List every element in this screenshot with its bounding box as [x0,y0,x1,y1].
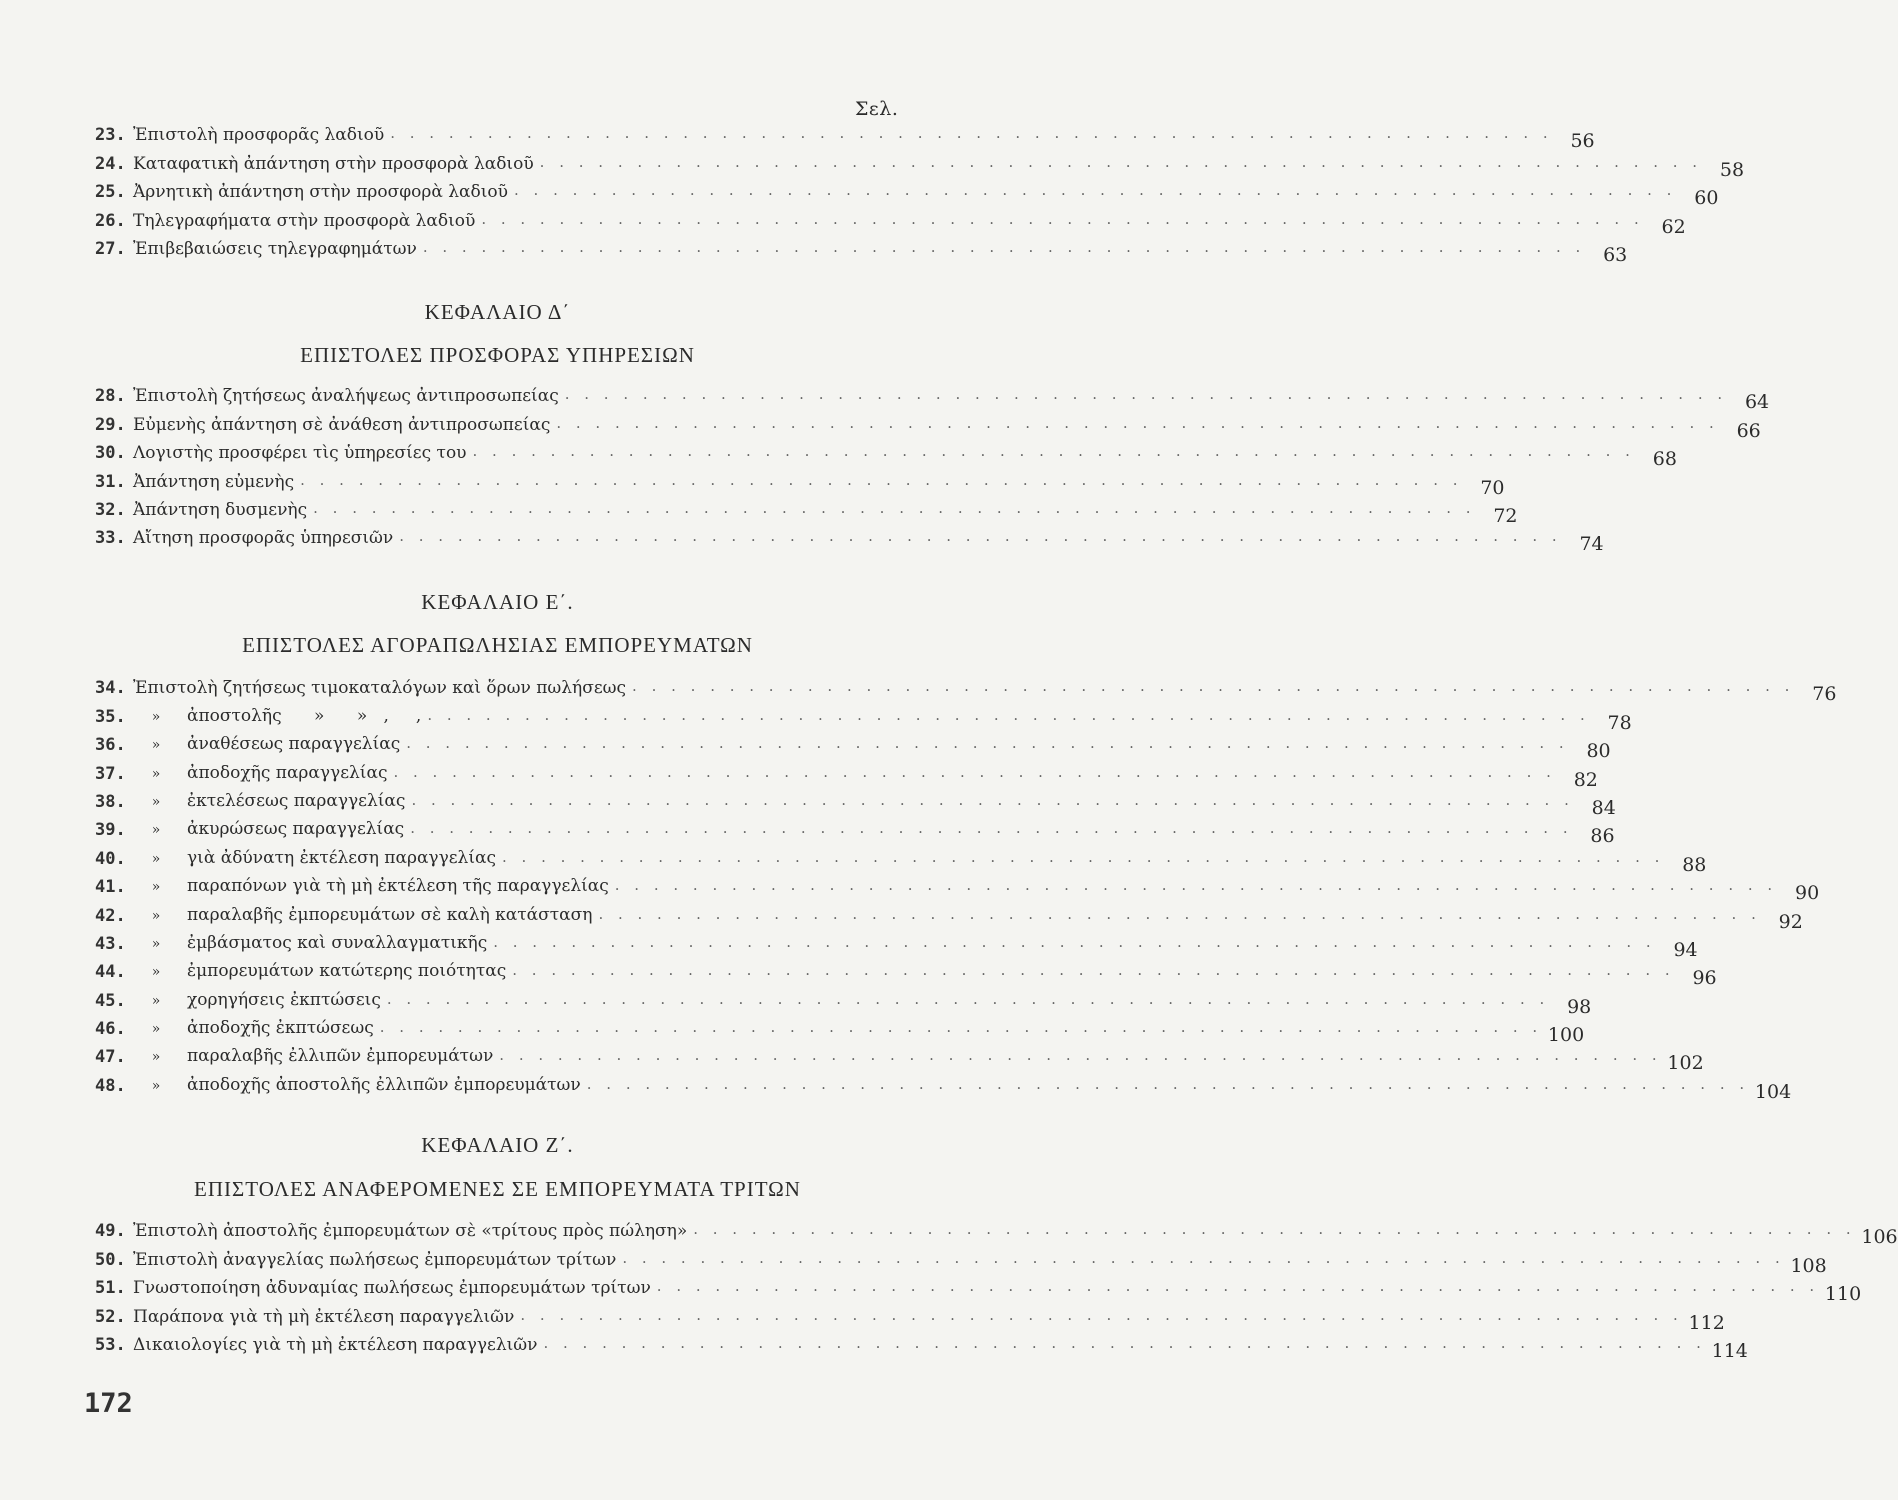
toc-entry [95,756,1598,791]
entry-number: 42. [95,905,126,926]
entry-title: Αἴτηση προσφορᾶς ὑπηρεσιῶν [133,528,394,549]
section-heading-services: ΕΠΙΣΤΟΛΕΣ ΠΡΟΣΦΟΡΑΣ ΥΠΗΡΕΣΙΩΝ [300,343,695,367]
entry-title: ἐμβάσματος καὶ συναλλαγματικῆς [187,932,488,953]
entry-number: 32. [95,499,126,520]
ditto-mark: » [151,850,161,867]
toc-entry [95,436,1677,471]
dot-leader: . . . . . . . . . . . . . . . . . . . . . . . . . . . . . . . . . . . . . . . . . . . . . . . . . . . . . . . . . . . . [543,1333,1706,1352]
toc-entry [95,232,1628,266]
entry-number: 29. [95,414,126,435]
toc-entry [95,813,1615,848]
ditto-mark: » [151,992,161,1009]
toc-entry [95,493,1518,527]
entry-title-wrap [133,442,473,464]
entry-title-wrap [133,705,427,728]
ditto-mark: » [151,708,161,725]
entry-title-wrap [133,1277,657,1299]
dot-leader: . . . . . . . . . . . . . . . . . . . . . . . . . . . . . . . . . . . . . . . . . . . . . . . . . . . . . . . . . . . . [379,1018,1543,1037]
entry-number: 53. [95,1334,126,1355]
ditto-mark: » [151,822,161,839]
dot-leader: . . . . . . . . . . . . . . . . . . . . . . . . . . . . . . . . . . . . . . . . . . . . . . . . . . . . . . . . . . . . [300,470,1463,489]
entry-number: 51. [95,1278,126,1299]
dot-leader: . . . . . . . . . . . . . . . . . . . . . . . . . . . . . . . . . . . . . . . . . . . . . . . . . . . . . . . . . . . . [393,762,1556,781]
entry-title: ἀποδοχῆς ἐκπτώσεως [187,1018,374,1039]
entry-number: 23. [95,125,126,146]
dot-leader: . . . . . . . . . . . . . . . . . . . . . . . . . . . . . . . . . . . . . . . . . . . . . . . . . . . . . . . . . . . . [556,413,1719,432]
toc-entry [95,146,1745,181]
entry-title: παραπόνων γιὰ τὴ μὴ ἐκτέλεση τῆς παραγγελίας [187,876,609,897]
entry-title-wrap [133,1306,520,1328]
entry-title-wrap [133,790,411,813]
entry-title-wrap [133,499,313,521]
entry-title-wrap [133,471,300,493]
entry-page-number: 72 [1493,504,1518,527]
entry-title-wrap [133,762,393,785]
entry-title-wrap [133,818,410,841]
dot-leader: . . . . . . . . . . . . . . . . . . . . . . . . . . . . . . . . . . . . . . . . . . . . . . . . . . . . . . . . . . . . [512,961,1675,980]
entry-title: ἀποστολῆς » » , , [187,705,422,726]
entry-page-number: 112 [1688,1311,1725,1334]
dot-leader: . . . . . . . . . . . . . . . . . . . . . . . . . . . . . . . . . . . . . . . . . . . . . . . . . . . . . . . . . . . . [693,1220,1856,1239]
dot-leader: . . . . . . . . . . . . . . . . . . . . . . . . . . . . . . . . . . . . . . . . . . . . . . . . . . . . . . . . . . . . [406,734,1569,753]
entry-title: χορηγήσεις ἐκπτώσεις [187,989,381,1010]
toc-entry [95,1328,1748,1362]
entry-page-number: 84 [1591,796,1616,819]
toc-entry [95,671,1837,706]
entry-title: Καταφατικὴ ἀπάντηση στὴν προσφορὰ λαδιοῦ [133,153,534,174]
page-folio-number: 172 [84,1388,133,1419]
ditto-mark: » [151,907,161,924]
entry-title: Ἐπιβεβαιώσεις τηλεγραφημάτων [133,238,417,259]
toc-entry [95,203,1686,238]
toc-entry [95,407,1761,442]
entry-number: 41. [95,877,126,898]
toc-entry [95,898,1803,933]
dot-leader: . . . . . . . . . . . . . . . . . . . . . . . . . . . . . . . . . . . . . . . . . . . . . . . . . . . . . . . . . . . . [481,209,1644,228]
dot-leader: . . . . . . . . . . . . . . . . . . . . . . . . . . . . . . . . . . . . . . . . . . . . . . . . . . . . . . . . . . . . [564,385,1728,404]
chapter-heading-d: ΚΕΦΑΛΑΙΟ Δ΄ [424,300,571,324]
toc-entry [95,728,1611,763]
entry-title: Ἐπιστολὴ ἀναγγελίας πωλήσεως ἐμπορευμάτων τρίτων [133,1249,617,1270]
dot-leader: . . . . . . . . . . . . . . . . . . . . . . . . . . . . . . . . . . . . . . . . . . . . . . . . . . . . . . . . . . . . [598,904,1761,923]
entry-number: 46. [95,1019,126,1040]
entry-title: Ἐπιστολὴ ζητήσεως τιμοκαταλόγων καὶ ὅρων πωλήσεως [133,678,627,699]
entry-page-number: 62 [1661,215,1686,238]
entry-title: γιὰ ἀδύνατη ἐκτέλεση παραγγελίας [187,847,496,868]
entry-page-number: 63 [1603,243,1628,266]
entry-page-number: 106 [1861,1226,1898,1249]
toc-entry [95,379,1770,414]
section-heading-third-party: ΕΠΙΣΤΟΛΕΣ ΑΝΑΦΕΡΟΜΕΝΕΣ ΣΕ ΕΜΠΟΡΕΥΜΑΤΑ ΤΡΙΤΩΝ [194,1177,801,1201]
entry-number: 31. [95,471,126,492]
toc-entry [95,118,1595,153]
entry-title-wrap [133,414,556,436]
dot-leader: . . . . . . . . . . . . . . . . . . . . . . . . . . . . . . . . . . . . . . . . . . . . . . . . . . . . . . . . . . . . [386,989,1550,1008]
entry-number: 25. [95,182,126,203]
entry-page-number: 74 [1579,533,1604,556]
entry-number: 27. [95,238,126,259]
entry-title-wrap [133,847,502,870]
toc-group-continued [95,118,1745,266]
entry-page-number: 70 [1480,476,1505,499]
toc-entry [95,1214,1898,1249]
entry-page-number: 90 [1794,882,1820,905]
entry-number: 24. [95,153,126,174]
entry-page-number: 66 [1736,419,1761,442]
entry-title: Εὐμενὴς ἀπάντηση σὲ ἀνάθεση ἀντιπροσωπείας [133,414,551,435]
toc-entry [95,1012,1585,1047]
toc-entry [95,841,1707,876]
toc-entry [95,955,1717,990]
entry-page-number: 76 [1812,683,1837,706]
entry-page-number: 94 [1673,938,1698,961]
dot-leader: . . . . . . . . . . . . . . . . . . . . . . . . . . . . . . . . . . . . . . . . . . . . . . . . . . . . . . . . . . . . [586,1074,1750,1093]
entry-page-number: 110 [1824,1283,1862,1306]
entry-title: Ἐπιστολὴ ζητήσεως ἀναλήψεως ἀντιπροσωπείας [133,386,559,407]
toc-entry [95,1242,1827,1277]
dot-leader: . . . . . . . . . . . . . . . . . . . . . . . . . . . . . . . . . . . . . . . . . . . . . . . . . . . . . . . . . . . . [390,124,1553,143]
toc-entry [95,1271,1862,1306]
toc-group-trade [95,671,1837,1103]
entry-title: Γνωστοποίηση ἀδυναμίας πωλήσεως ἐμπορευμάτων τρίτων [133,1278,651,1299]
entry-number: 39. [95,820,126,841]
entry-title-wrap [133,527,399,549]
dot-leader: . . . . . . . . . . . . . . . . . . . . . . . . . . . . . . . . . . . . . . . . . . . . . . . . . . . . . . . . . . . . [622,1248,1785,1267]
entry-title: Ἀρνητικὴ ἀπάντηση στὴν προσφορὰ λαδιοῦ [133,182,509,203]
toc-entry [95,927,1698,961]
toc-entry [95,870,1820,905]
toc-entry [95,175,1719,210]
entry-number: 40. [95,848,126,869]
entry-title-wrap [133,124,390,146]
entry-page-number: 88 [1682,853,1707,876]
dot-leader: . . . . . . . . . . . . . . . . . . . . . . . . . . . . . . . . . . . . . . . . . . . . . . . . . . . . . . . . . . . . [493,932,1656,951]
entry-title: ἀναθέσεως παραγγελίας [187,734,401,755]
entry-number: 26. [95,210,126,231]
ditto-mark: » [151,1077,161,1094]
toc-entry [95,464,1505,499]
toc-entry [95,1068,1792,1103]
entry-number: 37. [95,763,126,784]
entry-number: 47. [95,1047,126,1068]
toc-entry [95,521,1604,556]
entry-page-number: 108 [1790,1254,1827,1277]
entry-number: 50. [95,1249,126,1270]
entry-number: 34. [95,678,126,699]
entry-title-wrap [133,153,540,175]
dot-leader: . . . . . . . . . . . . . . . . . . . . . . . . . . . . . . . . . . . . . . . . . . . . . . . . . . . . . . . . . . . . [520,1305,1683,1324]
entry-number: 45. [95,990,126,1011]
toc-entry [95,785,1616,819]
entry-number: 36. [95,735,126,756]
dot-leader: . . . . . . . . . . . . . . . . . . . . . . . . . . . . . . . . . . . . . . . . . . . . . . . . . . . . . . . . . . . . [499,1046,1662,1065]
ditto-mark: » [151,1049,161,1066]
entry-title-wrap [133,1334,543,1356]
entry-number: 38. [95,791,126,812]
ditto-mark: » [151,793,161,810]
chapter-heading-z: ΚΕΦΑΛΑΙΟ Ζ΄. [421,1133,574,1157]
dot-leader: . . . . . . . . . . . . . . . . . . . . . . . . . . . . . . . . . . . . . . . . . . . . . . . . . . . . . . . . . . . . [472,442,1635,461]
entry-page-number: 58 [1719,158,1745,181]
entry-title: ἐμπορευμάτων κατώτερης ποιότητας [187,961,507,982]
entry-page-number: 100 [1547,1024,1585,1047]
entry-page-number: 60 [1694,187,1719,210]
entry-page-number: 56 [1570,130,1595,153]
entry-title: παραλαβῆς ἐμπορευμάτων σὲ καλὴ κατάσταση [187,904,593,925]
entry-page-number: 80 [1586,740,1611,763]
entry-title: παραλαβῆς ἐλλιπῶν ἐμπορευμάτων [187,1046,494,1067]
entry-title: Τηλεγραφήματα στὴν προσφορὰ λαδιοῦ [133,210,476,231]
dot-leader: . . . . . . . . . . . . . . . . . . . . . . . . . . . . . . . . . . . . . . . . . . . . . . . . . . . . . . . . . . . . [656,1277,1820,1296]
entry-page-number: 96 [1692,967,1717,990]
entry-title-wrap [133,960,512,983]
entry-page-number: 78 [1607,711,1632,734]
page-column-label: Σελ. [855,98,899,120]
entry-title-wrap [133,875,615,898]
section-heading-trade: ΕΠΙΣΤΟΛΕΣ ΑΓΟΡΑΠΩΛΗΣΙΑΣ ΕΜΠΟΡΕΥΜΑΤΩΝ [242,633,753,657]
entry-title-wrap [133,210,481,232]
ditto-mark: » [151,879,161,896]
entry-title: Ἐπιστολὴ ἀποστολῆς ἐμπορευμάτων σὲ «τρίτους πρὸς πώληση» [133,1221,688,1242]
entry-title-wrap [133,238,423,260]
entry-page-number: 86 [1590,825,1615,848]
entry-number: 28. [95,386,126,407]
ditto-mark: » [151,964,161,981]
entry-title-wrap [133,1017,380,1040]
entry-number: 30. [95,443,126,464]
toc-entry [95,1299,1725,1334]
entry-title: Ἀπάντηση δυσμενὴς [133,499,308,520]
entry-number: 35. [95,706,126,727]
entry-title-wrap [133,1045,499,1068]
entry-title: Ἀπάντηση εὐμενὴς [133,471,295,492]
entry-title-wrap [133,989,387,1012]
entry-page-number: 114 [1711,1339,1748,1362]
dot-leader: . . . . . . . . . . . . . . . . . . . . . . . . . . . . . . . . . . . . . . . . . . . . . . . . . . . . . . . . . . . . [539,152,1703,171]
toc-group-third-party [95,1214,1898,1362]
entry-number: 49. [95,1221,126,1242]
toc-entry [95,699,1632,734]
ditto-mark: » [151,765,161,782]
dot-leader: . . . . . . . . . . . . . . . . . . . . . . . . . . . . . . . . . . . . . . . . . . . . . . . . . . . . . . . . . . . . [313,498,1476,517]
entry-page-number: 82 [1573,768,1598,791]
entry-page-number: 104 [1754,1080,1792,1103]
entry-page-number: 64 [1744,391,1770,414]
entry-title-wrap [133,385,565,407]
entry-title-wrap [133,181,514,203]
entry-number: 44. [95,962,126,983]
dot-leader: . . . . . . . . . . . . . . . . . . . . . . . . . . . . . . . . . . . . . . . . . . . . . . . . . . . . . . . . . . . . [427,705,1590,724]
dot-leader: . . . . . . . . . . . . . . . . . . . . . . . . . . . . . . . . . . . . . . . . . . . . . . . . . . . . . . . . . . . . [614,876,1778,895]
entry-title: ἀποδοχῆς παραγγελίας [187,762,388,783]
dot-leader: . . . . . . . . . . . . . . . . . . . . . . . . . . . . . . . . . . . . . . . . . . . . . . . . . . . . . . . . . . . . [410,819,1573,838]
entry-title-wrap [133,677,632,699]
entry-page-number: 68 [1652,448,1677,471]
entry-title: Ἐπιστολὴ προσφορᾶς λαδιοῦ [133,125,385,146]
entry-page-number: 102 [1667,1052,1704,1075]
entry-title: ἀποδοχῆς ἀποστολῆς ἐλλιπῶν ἐμπορευμάτων [187,1074,581,1095]
dot-leader: . . . . . . . . . . . . . . . . . . . . . . . . . . . . . . . . . . . . . . . . . . . . . . . . . . . . . . . . . . . . [422,237,1586,256]
ditto-mark: » [151,737,161,754]
entry-title-wrap [133,1220,693,1242]
ditto-mark: » [151,1021,161,1038]
entry-number: 52. [95,1306,126,1327]
dot-leader: . . . . . . . . . . . . . . . . . . . . . . . . . . . . . . . . . . . . . . . . . . . . . . . . . . . . . . . . . . . . [502,847,1665,866]
entry-title-wrap [133,1074,587,1097]
chapter-heading-e: ΚΕΦΑΛΑΙΟ Ε΄. [421,590,574,614]
entry-title: ἀκυρώσεως παραγγελίας [187,819,405,840]
entry-title-wrap [133,1249,622,1271]
entry-number: 43. [95,933,126,954]
entry-title: Λογιστὴς προσφέρει τὶς ὑπηρεσίες του [133,443,467,464]
entry-page-number: 92 [1778,910,1803,933]
entry-title: Δικαιολογίες γιὰ τὴ μὴ ἐκτέλεση παραγγελιῶν [133,1334,538,1355]
entry-title-wrap [133,904,598,927]
dot-leader: . . . . . . . . . . . . . . . . . . . . . . . . . . . . . . . . . . . . . . . . . . . . . . . . . . . . . . . . . . . . [411,790,1574,809]
entry-title: ἐκτελέσεως παραγγελίας [187,790,406,811]
entry-number: 48. [95,1075,126,1096]
entry-page-number: 98 [1567,995,1592,1018]
dot-leader: . . . . . . . . . . . . . . . . . . . . . . . . . . . . . . . . . . . . . . . . . . . . . . . . . . . . . . . . . . . . [514,181,1677,200]
dot-leader: . . . . . . . . . . . . . . . . . . . . . . . . . . . . . . . . . . . . . . . . . . . . . . . . . . . . . . . . . . . . [399,527,1562,546]
entry-title-wrap [133,733,406,756]
toc-group-services [95,379,1770,556]
toc-entry [95,983,1592,1018]
entry-title-wrap [133,932,493,955]
entry-title: Παράπονα γιὰ τὴ μὴ ἐκτέλεση παραγγελιῶν [133,1306,515,1327]
dot-leader: . . . . . . . . . . . . . . . . . . . . . . . . . . . . . . . . . . . . . . . . . . . . . . . . . . . . . . . . . . . . [632,677,1795,696]
ditto-mark: » [151,935,161,952]
toc-entry [95,1040,1704,1075]
entry-number: 33. [95,528,126,549]
